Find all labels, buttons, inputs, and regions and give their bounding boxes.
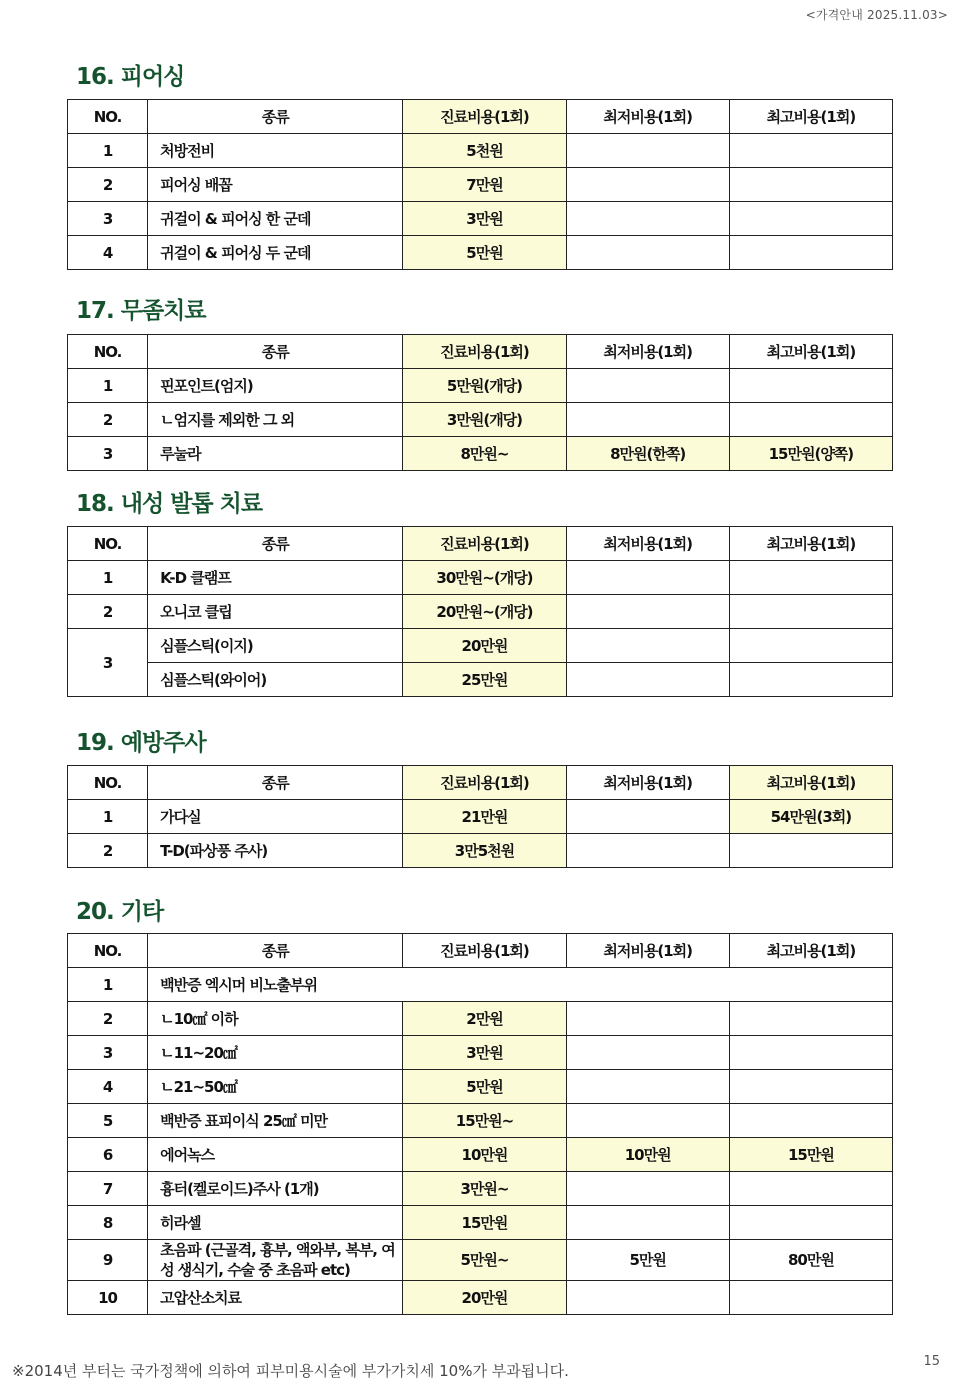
header-min: 최저비용(1회) [566, 766, 729, 800]
header-min: 최저비용(1회) [566, 100, 729, 134]
row-max: 15만원(양쪽) [729, 437, 892, 471]
row-min: 8만원(한쪽) [566, 437, 729, 471]
section-title-piercing: 16. 피어싱 [76, 64, 185, 90]
row-kind: 초음파 (근골격, 흉부, 액와부, 복부, 여성 생식기, 수술 중 초음파 etc) [148, 1240, 403, 1281]
table-row [68, 403, 893, 437]
header-no: NO. [68, 766, 148, 800]
table-header-row [68, 527, 893, 561]
row-kind: 심플스틱(이지) [148, 629, 403, 663]
row-kind: ㄴ10㎠ 이하 [148, 1002, 403, 1036]
table-row [68, 1172, 893, 1206]
row-no: 3 [68, 1036, 148, 1070]
table-row [68, 1070, 893, 1104]
header-kind: 종류 [148, 335, 403, 369]
row-no: 2 [68, 168, 148, 202]
row-max [729, 1104, 892, 1138]
table-row [68, 1138, 893, 1172]
row-max [729, 403, 892, 437]
row-max [729, 1036, 892, 1070]
table-row [68, 236, 893, 270]
section-title-athletes-foot: 17. 무좀치료 [76, 298, 206, 324]
row-max [729, 369, 892, 403]
table-row [68, 629, 893, 663]
header-min: 최저비용(1회) [566, 335, 729, 369]
ingrown-nail-price-table [67, 526, 893, 697]
price-guide-date-note: <가격안내 2025.11.03> [805, 8, 948, 22]
vat-notice: ※2014년 부터는 국가정책에 의하여 피부미용시술에 부가가치세 10%가 부과됩니다. [12, 1362, 569, 1380]
header-no: NO. [68, 527, 148, 561]
header-kind: 종류 [148, 100, 403, 134]
row-no: 1 [68, 561, 148, 595]
row-min [566, 800, 729, 834]
row-kind: 백반증 표피이식 25㎠ 미만 [148, 1104, 403, 1138]
table-row [68, 663, 893, 697]
row-no: 9 [68, 1240, 148, 1281]
row-kind: 심플스틱(와이어) [148, 663, 403, 697]
vaccination-price-table [67, 765, 893, 868]
row-fee: 2만원 [403, 1002, 566, 1036]
row-no: 8 [68, 1206, 148, 1240]
row-fee: 5천원 [403, 134, 566, 168]
row-min [566, 236, 729, 270]
table-row [68, 1281, 893, 1315]
row-min [566, 403, 729, 437]
row-min [566, 629, 729, 663]
table-row [68, 968, 893, 1002]
row-max [729, 629, 892, 663]
header-fee: 진료비용(1회) [403, 527, 566, 561]
row-kind: 귀걸이 & 피어싱 한 군데 [148, 202, 403, 236]
row-max [729, 595, 892, 629]
row-max [729, 834, 892, 868]
row-no: 7 [68, 1172, 148, 1206]
section-title-others: 20. 기타 [76, 899, 164, 925]
row-min: 5만원 [566, 1240, 729, 1281]
header-min: 최저비용(1회) [566, 527, 729, 561]
row-no: 10 [68, 1281, 148, 1315]
row-fee: 3만5천원 [403, 834, 566, 868]
row-kind: 흉터(켈로이드)주사 (1개) [148, 1172, 403, 1206]
row-fee: 25만원 [403, 663, 566, 697]
section-title-vaccination: 19. 예방주사 [76, 730, 206, 756]
row-kind: 처방전비 [148, 134, 403, 168]
row-fee: 21만원 [403, 800, 566, 834]
row-min [566, 1036, 729, 1070]
row-no: 2 [68, 595, 148, 629]
table-header-row [68, 100, 893, 134]
row-fee: 3만원~ [403, 1172, 566, 1206]
table-row [68, 134, 893, 168]
table-row [68, 1240, 893, 1281]
row-kind: 루눌라 [148, 437, 403, 471]
row-kind: 오니코 클립 [148, 595, 403, 629]
header-max: 최고비용(1회) [729, 335, 892, 369]
table-row [68, 561, 893, 595]
row-max [729, 236, 892, 270]
row-fee: 15만원 [403, 1206, 566, 1240]
row-max [729, 168, 892, 202]
row-max [729, 1002, 892, 1036]
table-row [68, 595, 893, 629]
table-row [68, 1002, 893, 1036]
row-kind: 히라셀 [148, 1206, 403, 1240]
row-kind: 가다실 [148, 800, 403, 834]
header-fee: 진료비용(1회) [403, 934, 566, 968]
row-no: 3 [68, 437, 148, 471]
row-max [729, 1206, 892, 1240]
header-no: NO. [68, 335, 148, 369]
row-kind: K-D 클램프 [148, 561, 403, 595]
row-max: 54만원(3회) [729, 800, 892, 834]
header-max: 최고비용(1회) [729, 527, 892, 561]
row-max [729, 663, 892, 697]
table-row [68, 1206, 893, 1240]
header-max: 최고비용(1회) [729, 766, 892, 800]
row-min [566, 595, 729, 629]
row-no: 1 [68, 369, 148, 403]
table-row [68, 1036, 893, 1070]
row-fee: 5만원 [403, 1070, 566, 1104]
row-max: 80만원 [729, 1240, 892, 1281]
row-min: 10만원 [566, 1138, 729, 1172]
row-kind: ㄴ21~50㎠ [148, 1070, 403, 1104]
table-header-row [68, 335, 893, 369]
row-fee: 5만원 [403, 236, 566, 270]
row-max [729, 202, 892, 236]
row-min [566, 1281, 729, 1315]
table-row [68, 834, 893, 868]
table-header-row [68, 934, 893, 968]
row-min [566, 1206, 729, 1240]
row-fee: 8만원~ [403, 437, 566, 471]
row-no: 4 [68, 236, 148, 270]
table-row [68, 1104, 893, 1138]
row-no: 1 [68, 134, 148, 168]
row-kind: ㄴ11~20㎠ [148, 1036, 403, 1070]
row-min [566, 168, 729, 202]
row-no: 3 [68, 202, 148, 236]
row-min [566, 1070, 729, 1104]
row-fee: 5만원~ [403, 1240, 566, 1281]
row-no: 2 [68, 403, 148, 437]
row-min [566, 1104, 729, 1138]
others-price-table [67, 933, 893, 1315]
header-no: NO. [68, 100, 148, 134]
header-min: 최저비용(1회) [566, 934, 729, 968]
row-max [729, 1070, 892, 1104]
row-fee: 5만원(개당) [403, 369, 566, 403]
row-no: 1 [68, 800, 148, 834]
row-kind: 에어녹스 [148, 1138, 403, 1172]
row-no: 3 [68, 629, 148, 697]
header-no: NO. [68, 934, 148, 968]
row-max [729, 1281, 892, 1315]
table-header-row [68, 766, 893, 800]
athletes-foot-price-table [67, 334, 893, 471]
row-kind: T-D(파상풍 주사) [148, 834, 403, 868]
row-min [566, 1172, 729, 1206]
row-kind: 고압산소치료 [148, 1281, 403, 1315]
row-kind: ㄴ엄지를 제외한 그 외 [148, 403, 403, 437]
row-fee: 20만원 [403, 1281, 566, 1315]
row-max [729, 134, 892, 168]
row-no: 2 [68, 1002, 148, 1036]
row-min [566, 369, 729, 403]
header-fee: 진료비용(1회) [403, 100, 566, 134]
table-row [68, 202, 893, 236]
row-no: 5 [68, 1104, 148, 1138]
header-fee: 진료비용(1회) [403, 766, 566, 800]
table-row [68, 800, 893, 834]
row-fee: 3만원 [403, 202, 566, 236]
row-fee: 3만원(개당) [403, 403, 566, 437]
row-fee: 15만원~ [403, 1104, 566, 1138]
row-kind: 피어싱 배꼽 [148, 168, 403, 202]
row-max: 15만원 [729, 1138, 892, 1172]
row-kind: 핀포인트(엄지) [148, 369, 403, 403]
row-min [566, 202, 729, 236]
row-fee: 3만원 [403, 1036, 566, 1070]
row-no: 6 [68, 1138, 148, 1172]
header-kind: 종류 [148, 527, 403, 561]
row-fee: 30만원~(개당) [403, 561, 566, 595]
row-min [566, 663, 729, 697]
row-no: 1 [68, 968, 148, 1002]
piercing-price-table [67, 99, 893, 270]
table-row [68, 369, 893, 403]
table-row [68, 437, 893, 471]
row-max [729, 1172, 892, 1206]
header-kind: 종류 [148, 934, 403, 968]
header-max: 최고비용(1회) [729, 100, 892, 134]
header-fee: 진료비용(1회) [403, 335, 566, 369]
row-min [566, 561, 729, 595]
header-max: 최고비용(1회) [729, 934, 892, 968]
row-max [729, 561, 892, 595]
header-kind: 종류 [148, 766, 403, 800]
row-fee: 10만원 [403, 1138, 566, 1172]
row-fee: 20만원 [403, 629, 566, 663]
row-no: 2 [68, 834, 148, 868]
row-kind: 귀걸이 & 피어싱 두 군데 [148, 236, 403, 270]
row-min [566, 834, 729, 868]
row-min [566, 134, 729, 168]
row-min [566, 1002, 729, 1036]
table-row [68, 168, 893, 202]
row-no: 4 [68, 1070, 148, 1104]
row-fee: 20만원~(개당) [403, 595, 566, 629]
page-number: 15 [923, 1354, 940, 1369]
section-title-ingrown-nail: 18. 내성 발톱 치료 [76, 491, 263, 517]
row-fee: 7만원 [403, 168, 566, 202]
row-kind: 백반증 엑시머 비노출부위 [148, 968, 893, 1002]
